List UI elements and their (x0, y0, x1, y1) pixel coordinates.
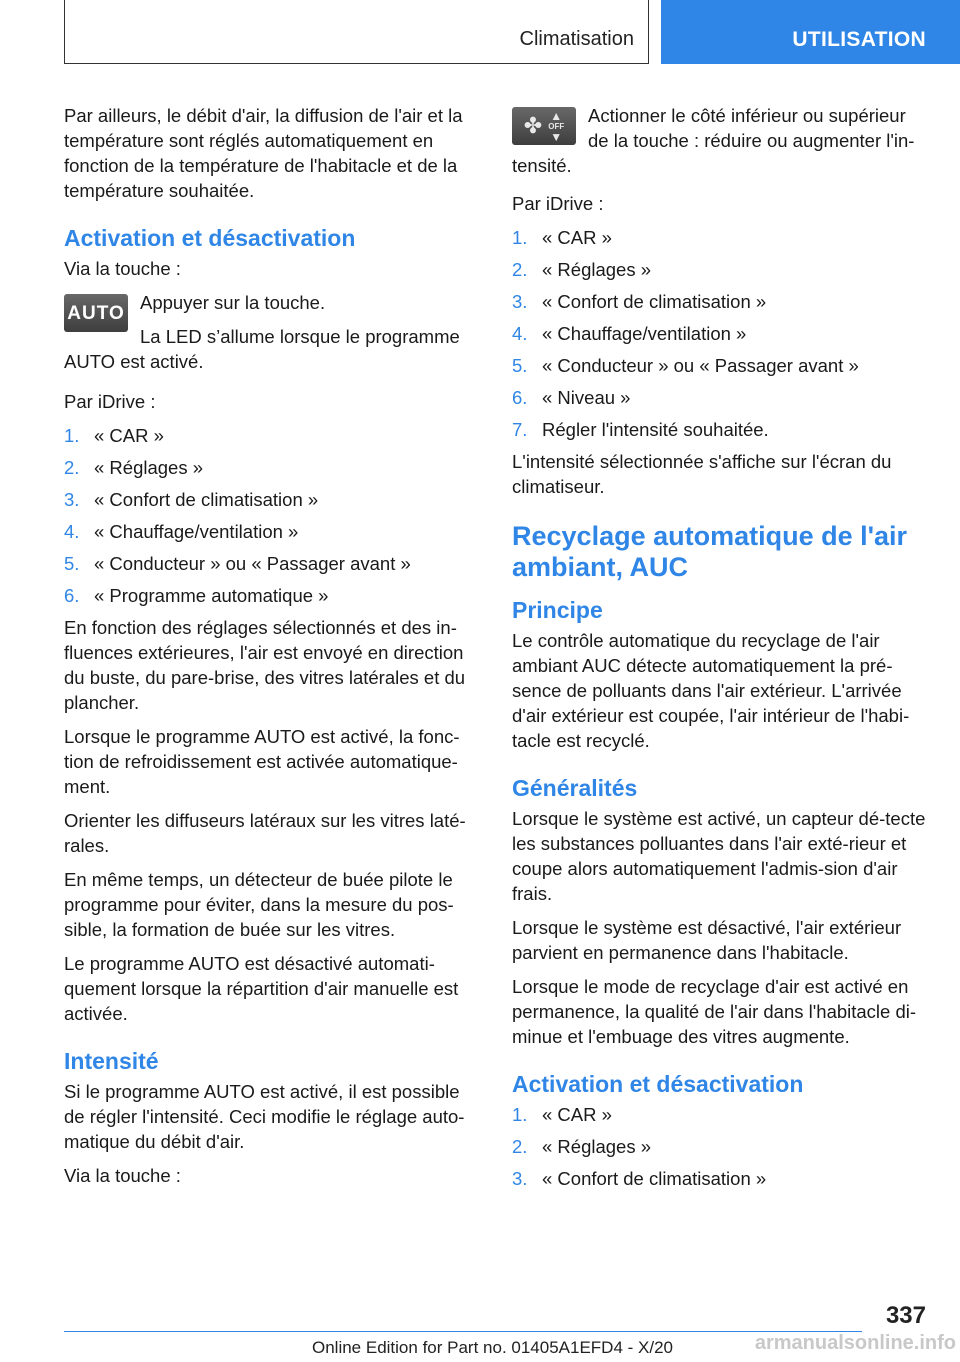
chapter-tab-label: UTILISATION (792, 28, 926, 51)
list-text: « Confort de climatisation » (542, 1168, 767, 1189)
general-paragraph-1: Lorsque le système est activé, un capteur dé-tecte les substances polluantes dans l'air exté-rieur et coupe alors automatiquement l'admis-sion d'air frais. (512, 808, 926, 904)
list-text: « Niveau » (542, 387, 631, 408)
vents-paragraph: Orienter les diffuseurs latéraux sur les vitres laté-rales. (64, 810, 466, 856)
right-column (512, 103, 926, 1198)
list-item (64, 487, 478, 512)
list-item (64, 519, 478, 544)
list-item (64, 423, 478, 448)
list-text: « CAR » (94, 425, 164, 446)
list-number: 3. (512, 1168, 528, 1189)
footer-divider (64, 1331, 862, 1332)
edition-text: Online Edition for Part no. 01405A1EFD4 - X/20 (312, 1338, 673, 1357)
list-text: « Programme automatique » (94, 585, 329, 606)
list-number: 6. (512, 387, 528, 408)
press-button-text: Appuyer sur la touche. (140, 292, 326, 313)
list-item (512, 225, 926, 250)
list-text: « Conducteur » ou « Passager avant » (542, 355, 859, 376)
idrive-text: Par iDrive : (512, 193, 604, 214)
page-number: 337 (885, 1302, 926, 1329)
auto-button-block (64, 290, 478, 383)
list-text: « Chauffage/ventilation » (542, 323, 747, 344)
list-text: « Chauffage/ventilation » (94, 521, 299, 542)
fan-instruction-text: Actionner le côté inférieur ou supérieur de la touche : réduire ou augmenter l'in-tensité. (512, 105, 915, 176)
intro-paragraph: Par ailleurs, le débit d'air, la diffusion de l'air et la température sont réglés automatiquement en fonction de la température de l'habitacle et de la température souhaitée. (64, 105, 463, 201)
arrow-down-icon: ▼ (550, 129, 563, 144)
list-text: « CAR » (542, 227, 612, 248)
fan-icon: ✤ (523, 113, 543, 138)
led-text: La LED s’allume lorsque le programme AUTO est activé. (64, 326, 460, 372)
via-button-text: Via la touche : (64, 258, 181, 279)
watermark: armanualsonline.info (754, 1332, 956, 1354)
list-number: 7. (512, 419, 528, 440)
header-section-title: Climatisation (519, 28, 634, 50)
cooling-paragraph: Lorsque le programme AUTO est activé, la fonc-tion de refroidissement est activée automatique-ment. (64, 726, 460, 797)
list-number: 1. (512, 227, 528, 248)
arrow-up-icon: ▲ (550, 108, 563, 123)
right-steps-list (512, 225, 926, 442)
list-item (512, 353, 926, 378)
list-text: « Réglages » (542, 1136, 652, 1157)
list-number: 3. (64, 489, 80, 510)
list-number: 1. (512, 1104, 528, 1125)
fan-arrows (548, 110, 564, 143)
list-number: 5. (512, 355, 528, 376)
fan-button-icon (512, 107, 576, 145)
activation-heading: Activation et désactivation (64, 225, 356, 251)
principle-paragraph: Le contrôle automatique du recyclage de l'air ambiant AUC détecte automatiquement la pré-sence de polluants dans l'air extérieur. L'arrivée d'air extérieur est coupée, l'air intérieur de l'habi-tacle est recyclé. (512, 630, 910, 751)
intensity-display-paragraph: L'intensité sélectionnée s'affiche sur l'écran du climatiseur. (512, 451, 892, 497)
header-frame (64, 0, 649, 64)
list-text: « CAR » (542, 1104, 612, 1125)
auto-off-paragraph: Le programme AUTO est désactivé automati-quement lorsque la répartition d'air manuelle est activée. (64, 953, 459, 1024)
list-item (64, 455, 478, 480)
list-item (512, 257, 926, 282)
principle-heading: Principe (512, 597, 603, 623)
list-text: Régler l'intensité souhaitée. (542, 419, 769, 440)
fog-sensor-paragraph: En même temps, un détecteur de buée pilote le programme pour éviter, dans la mesure du pos-sible, la formation de buée sur les vitres. (64, 869, 454, 940)
auc-heading: Recyclage automatique de l'air ambiant, AUC (512, 521, 908, 582)
general-heading: Généralités (512, 775, 638, 801)
list-number: 3. (512, 291, 528, 312)
left-column (64, 103, 478, 1197)
list-item (512, 1166, 926, 1191)
intensity-heading: Intensité (64, 1048, 159, 1074)
list-text: « Conducteur » ou « Passager avant » (94, 553, 411, 574)
list-item (512, 1102, 926, 1127)
list-number: 2. (64, 457, 80, 478)
list-item (512, 1134, 926, 1159)
list-item (512, 289, 926, 314)
list-text: « Confort de climatisation » (94, 489, 319, 510)
fan-button-block (512, 103, 926, 187)
auto-button-icon (64, 294, 128, 332)
intensity-paragraph: Si le programme AUTO est activé, il est possible de régler l'intensité. Ceci modifie le réglage auto-matique du débit d'air. (64, 1081, 465, 1152)
list-text: « Réglages » (542, 259, 652, 280)
auto-icon-label: AUTO (67, 302, 125, 324)
auc-activation-heading: Activation et désactivation (512, 1071, 804, 1097)
left-steps-list (64, 423, 478, 608)
list-number: 2. (512, 259, 528, 280)
list-item (64, 551, 478, 576)
general-paragraph-3: Lorsque le mode de recyclage d'air est activé en permanence, la qualité de l'air dans l'habitacle di-minue et l'embuage des vitres augmente. (512, 976, 917, 1047)
list-item (512, 321, 926, 346)
auc-steps-list (512, 1102, 926, 1191)
general-paragraph-2: Lorsque le système est désactivé, l'air extérieur parvient en permanence dans l'habitacle. (512, 917, 902, 963)
list-text: « Confort de climatisation » (542, 291, 767, 312)
via-button-text-2: Via la touche : (64, 1165, 181, 1186)
list-number: 6. (64, 585, 80, 606)
list-number: 1. (64, 425, 80, 446)
list-text: « Réglages » (94, 457, 204, 478)
list-item (512, 417, 926, 442)
list-item (512, 385, 926, 410)
chapter-tab (661, 0, 960, 64)
list-number: 5. (64, 553, 80, 574)
list-number: 4. (512, 323, 528, 344)
list-number: 4. (64, 521, 80, 542)
idrive-text: Par iDrive : (64, 391, 156, 412)
air-distribution-paragraph: En fonction des réglages sélectionnés et des in-fluences extérieures, l'air est envoyé en direction du buste, du pare-brise, des vitres latérales et du plancher. (64, 617, 466, 713)
fan-off-label: OFF (548, 121, 565, 131)
list-item (64, 583, 478, 608)
list-number: 2. (512, 1136, 528, 1157)
